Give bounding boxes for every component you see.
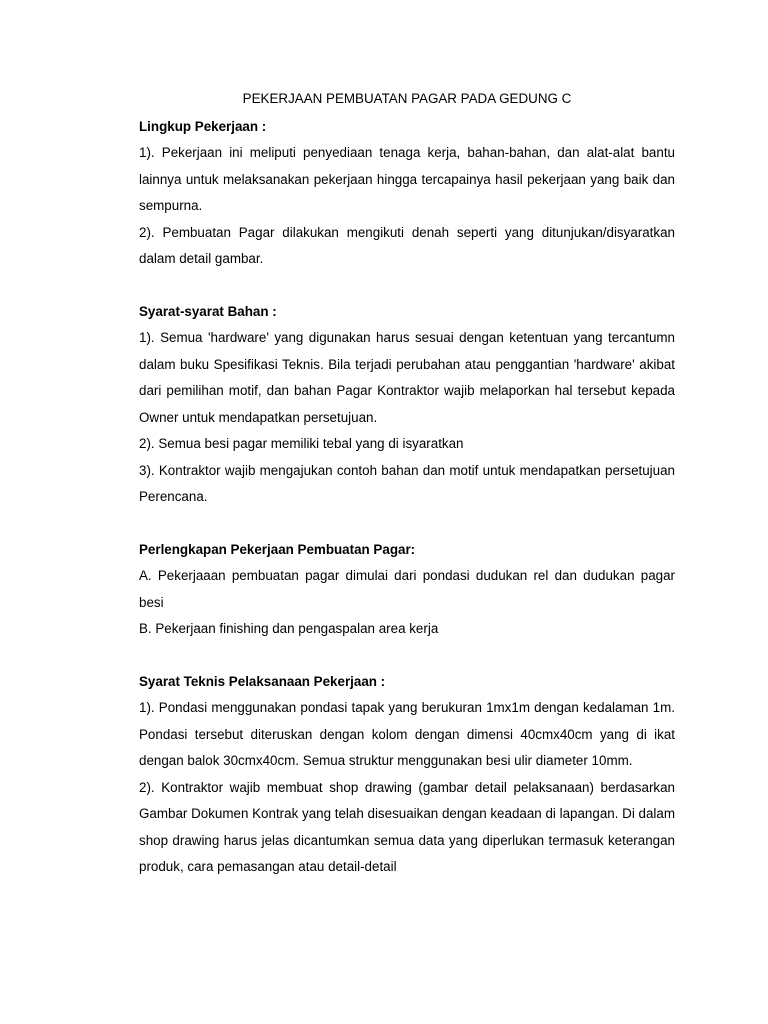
section-paragraph: 2). Pembuatan Pagar dilakukan mengikuti denah seperti yang ditunjukan/disyaratkan dalam detail gambar. bbox=[139, 224, 675, 266]
section-perlengkapan-pekerjaan bbox=[139, 537, 675, 643]
document-title: PEKERJAAN PEMBUATAN PAGAR PADA GEDUNG C bbox=[242, 91, 572, 106]
section-paragraph: 2). Semua besi pagar memiliki tebal yang di isyaratkan bbox=[139, 436, 464, 451]
section-spacer bbox=[139, 643, 675, 669]
section-paragraph: 1). Pekerjaan ini meliputi penyediaan tenaga kerja, bahan-bahan, dan alat-alat bantu lainnya untuk melaksanakan pekerjaan hingga tercapainya hasil pekerjaan yang baik dan sempurna. bbox=[139, 145, 675, 213]
section-heading: Syarat-syarat Bahan : bbox=[139, 303, 277, 319]
section-spacer bbox=[139, 273, 675, 299]
section-syarat-teknis bbox=[139, 669, 675, 881]
section-heading: Lingkup Pekerjaan : bbox=[139, 118, 267, 134]
section-paragraph: 3). Kontraktor wajib mengajukan contoh bahan dan motif untuk mendapatkan persetujuan Perencana. bbox=[139, 462, 675, 504]
section-spacer bbox=[139, 511, 675, 537]
document-body bbox=[139, 86, 675, 881]
section-paragraph: 1). Semua 'hardware' yang digunakan harus sesuai dengan ketentuan yang tercantumn dalam buku Spesifikasi Teknis. Bila terjadi perubahan atau penggantian 'hardware' akibat dari pemilihan motif, dan bahan Pagar Kontraktor wajib melaporkan hal tersebut kepada Owner untuk mendapatkan persetujuan. bbox=[139, 330, 675, 425]
section-lingkup-pekerjaan bbox=[139, 114, 675, 273]
section-paragraph: 2). Kontraktor wajib membuat shop drawing (gambar detail pelaksanaan) berdasarkan Gambar Dokumen Kontrak yang telah disesuaikan dengan keadaan di lapangan. Di dalam shop drawing harus jelas dicantumkan semua data yang diperlukan termasuk keterangan produk, cara pemasangan atau detail-detail bbox=[139, 779, 675, 874]
section-heading: Perlengkapan Pekerjaan Pembuatan Pagar: bbox=[139, 541, 416, 557]
section-paragraph: A. Pekerjaaan pembuatan pagar dimulai dari pondasi dudukan rel dan dudukan pagar besi bbox=[139, 568, 675, 610]
section-paragraph: B. Pekerjaan finishing dan pengaspalan area kerja bbox=[139, 621, 439, 636]
section-heading: Syarat Teknis Pelaksanaan Pekerjaan : bbox=[139, 673, 386, 689]
section-paragraph: 1). Pondasi menggunakan pondasi tapak yang berukuran 1mx1m dengan kedalaman 1m. Pondasi tersebut diteruskan dengan kolom dengan dimensi 40cmx40cm yang di ikat dengan balok 30cmx40cm. Semua struktur menggunakan besi ulir diameter 10mm. bbox=[139, 700, 675, 768]
section-syarat-bahan bbox=[139, 299, 675, 511]
